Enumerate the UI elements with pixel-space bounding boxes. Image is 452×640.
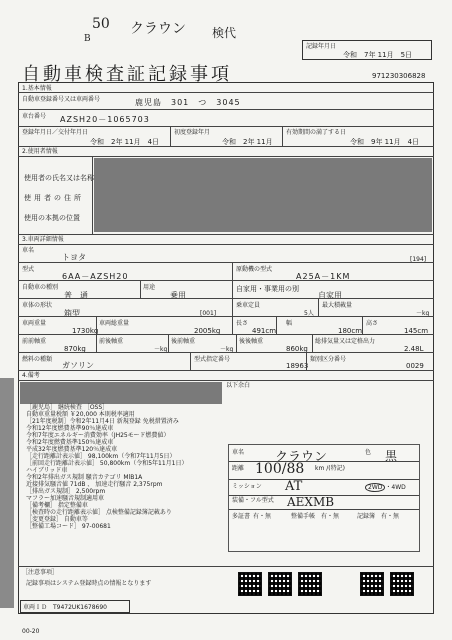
sticker-name-label: 車名 <box>232 449 245 456</box>
class-number-label: 類別区分番号 <box>310 356 347 363</box>
sticker-option3-label: 記録簿 <box>357 513 376 520</box>
weight-value: 1730kg <box>72 327 99 335</box>
sticker-mileage-unit: km /(特記) <box>315 465 345 472</box>
use-label: 用途 <box>143 284 156 291</box>
capacity-value: 5人 <box>304 310 314 317</box>
use-value: 乗用 <box>170 291 186 300</box>
sticker-color-value: 黒 <box>385 449 398 463</box>
weight-label: 車両重量 <box>22 320 47 327</box>
front-front-axle-label: 前前軸重 <box>22 338 47 345</box>
section-vehicle-header: 3.車両詳細情報 <box>22 236 64 243</box>
notes-line: ［備考欄］ 指定整備車 <box>26 502 88 509</box>
expiry-label: 有効期間の満了する日 <box>286 129 347 136</box>
section-basic-header: 1.基本情報 <box>22 85 52 92</box>
sticker-option1-value: 有・無 <box>253 513 272 520</box>
front-rear-axle-label: 前後軸重 <box>99 338 124 345</box>
shape-code: [001] <box>200 310 217 317</box>
sticker-grade-label: 装備・フル型式 <box>232 497 274 504</box>
length-value: 491cm <box>252 327 277 335</box>
sticker-color-label: 色 <box>365 449 372 456</box>
record-date-box <box>302 40 432 60</box>
record-date-value: 令和 7年 11月 5日 <box>343 51 413 59</box>
notes-line: ［検査時の走行距離表示値］ 点検整備記録簿記載あり <box>26 509 172 516</box>
max-load-unit: －kg <box>416 310 430 317</box>
sticker-option1-label: 多証書 <box>232 513 251 520</box>
width-value: 180cm <box>338 327 363 335</box>
type-number-value: 18963 <box>286 362 309 370</box>
notes-line: ［21年度税制］令和2年11月4日 新規登録 免税措置済み <box>26 418 179 425</box>
shape-label: 車体の形状 <box>22 302 53 309</box>
front-rear-axle-value: －kg <box>154 346 168 353</box>
rear-front-axle-value: －kg <box>220 346 234 353</box>
engine-label: 原動機の型式 <box>236 266 273 273</box>
section-notes-header: 4.備考 <box>22 372 40 379</box>
sticker-drive-4wd: ・4WD <box>385 484 406 491</box>
handwritten-lot-number: 50 <box>92 16 110 32</box>
first-year-label: 初度登録年月 <box>174 129 211 136</box>
first-registration-value: 令和 2年 11月 4日 <box>90 138 160 146</box>
gross-weight-label: 車両総重量 <box>99 320 130 327</box>
height-value: 145cm <box>404 327 429 335</box>
expiry-value: 令和 9年 11月 4日 <box>350 138 420 146</box>
vehicle-id-value: T9472UK1678690 <box>53 604 107 611</box>
fuel-value: ガソリン <box>62 361 94 370</box>
document-number: 971230306828 <box>372 72 426 80</box>
notes-line: ［変更登録］ 自動車等 <box>26 516 88 523</box>
notes-line: 近接排気騒音値 71dB 、 加速走行騒音 2,375rpm <box>26 481 163 488</box>
notes-line: ハイブリッド車 <box>26 467 68 474</box>
notes-line: 令和2年排出ガス規制 騒音カテゴリ MlB1A <box>26 474 143 481</box>
handwritten-mark: 検代 <box>212 26 237 40</box>
footer-code: 00-20 <box>22 628 40 635</box>
redacted-side-strip <box>0 378 14 608</box>
notes-line: ［排出ガス規制］ 2,500rpm <box>26 488 106 495</box>
capacity-label: 乗車定員 <box>236 302 261 309</box>
notice-text: 記録事項はシステム登録時点の情報となります <box>26 580 152 587</box>
sticker-option3-value: 有・無 <box>381 513 400 520</box>
maker-code: [194] <box>410 256 427 263</box>
kind-value: 普 通 <box>64 291 88 300</box>
notes-line: マフラー加速騒音規制適用車 <box>26 495 105 502</box>
fuel-label: 燃料の種類 <box>22 356 53 363</box>
rear-front-axle-label: 後前軸重 <box>171 338 196 345</box>
sticker-name-value: クラウン <box>275 450 328 465</box>
notes-line: 令和7年度エネルギー消費効率（JH25モード燃費値） <box>26 432 170 439</box>
document-title: 自動車検査証記録事項 <box>22 64 232 85</box>
maker-label: 車名 <box>22 247 35 254</box>
record-date-label: 記録年月日 <box>306 43 337 50</box>
registration-number-value: 鹿児島 301 つ 3045 <box>135 98 241 107</box>
notice-header: ［注意事項］ <box>22 569 59 576</box>
notes-line: ［走行距離計表示値］ 98,100km（令和7年11月5日） <box>26 453 176 460</box>
width-label: 幅 <box>286 320 293 327</box>
engine-value: A25A－1KM <box>296 272 351 281</box>
displacement-value: 2.48L <box>404 345 424 353</box>
user-address-label: 使用者の住所 <box>24 194 84 202</box>
front-front-axle-value: 870kg <box>64 345 86 353</box>
notes-line: ［前回走行距離計表示値］ 50,800km（令和5年11月1日） <box>26 460 188 467</box>
rear-rear-axle-value: 860kg <box>286 345 308 353</box>
maker-value: トヨタ <box>62 253 86 262</box>
kind-label: 自動車の種別 <box>22 284 59 291</box>
notes-line: ［整備工場コード］ 97-00681 <box>26 523 111 530</box>
max-load-label: 最大積載量 <box>322 302 353 309</box>
qr-code <box>360 572 384 596</box>
shape-value: 箱型 <box>64 309 80 318</box>
sticker-drive <box>365 483 406 492</box>
sticker-mileage-value: 100/88 <box>255 461 305 477</box>
notes-line: 令和12年度燃費基準90％達成車 <box>26 425 114 432</box>
vehicle-id-box <box>20 600 130 613</box>
dealer-sticker <box>228 444 420 552</box>
sticker-option2-value: 有・無 <box>321 513 340 520</box>
vin-value: AZSH20－1065703 <box>60 115 150 124</box>
notes-line: 平成32年度燃費基準120％達成車 <box>26 446 118 453</box>
notes-line: 令和2年度燃費基準150％達成車 <box>26 439 114 446</box>
handwritten-car-name: クラウン <box>130 21 186 37</box>
gross-weight-value: 2005kg <box>194 327 221 335</box>
rear-rear-axle-label: 後後軸重 <box>239 338 264 345</box>
class-number-value: 0029 <box>406 362 424 370</box>
notes-line: ［鹿児島］ 継続検査 ［OSS］ <box>26 404 109 411</box>
section-user-header: 2.使用者情報 <box>22 148 58 155</box>
vin-label: 車台番号 <box>22 113 47 120</box>
sticker-drive-2wd: 2WD <box>365 483 385 492</box>
sticker-mission-value: AT <box>285 479 303 494</box>
first-registration-label: 登録年月日／交付年月日 <box>22 129 89 136</box>
qr-code <box>390 572 414 596</box>
redacted-notes <box>20 382 222 404</box>
qr-code <box>238 572 262 596</box>
length-label: 長さ <box>236 320 249 327</box>
sticker-mission-label: ミッション <box>232 483 262 490</box>
qr-code <box>298 572 322 596</box>
sticker-mileage-label: 距離 <box>232 465 245 472</box>
private-value: 自家用 <box>318 291 342 300</box>
redacted-user-info <box>94 158 432 232</box>
qr-code <box>268 572 292 596</box>
vehicle-id-label: 車両ＩＤ <box>23 604 48 611</box>
notes-blank-below: 以下余白 <box>226 382 251 389</box>
notes-list <box>26 404 226 530</box>
type-number-label: 型式指定番号 <box>194 356 231 363</box>
notes-line: 自動車重量税額 ￥20,000 本則税率適用 <box>26 411 135 418</box>
model-label: 型式 <box>22 266 35 273</box>
base-location-label: 使用の本拠の位置 <box>24 214 80 222</box>
sticker-option2-label: 整備手帳 <box>291 513 316 520</box>
displacement-label: 総排気量又は定格出力 <box>315 338 376 345</box>
registration-number-label: 自動車登録番号又は車両番号 <box>22 96 101 103</box>
first-year-value: 令和 2年 11月 <box>222 138 273 146</box>
sticker-grade-value: AEXMB <box>287 495 335 509</box>
height-label: 高さ <box>366 320 379 327</box>
handwritten-b-mark: B <box>84 34 91 44</box>
user-name-label: 使用者の氏名又は名称 <box>24 174 94 182</box>
private-label: 自家用・事業用の別 <box>236 285 299 293</box>
model-value: 6AA－AZSH20 <box>62 272 129 281</box>
